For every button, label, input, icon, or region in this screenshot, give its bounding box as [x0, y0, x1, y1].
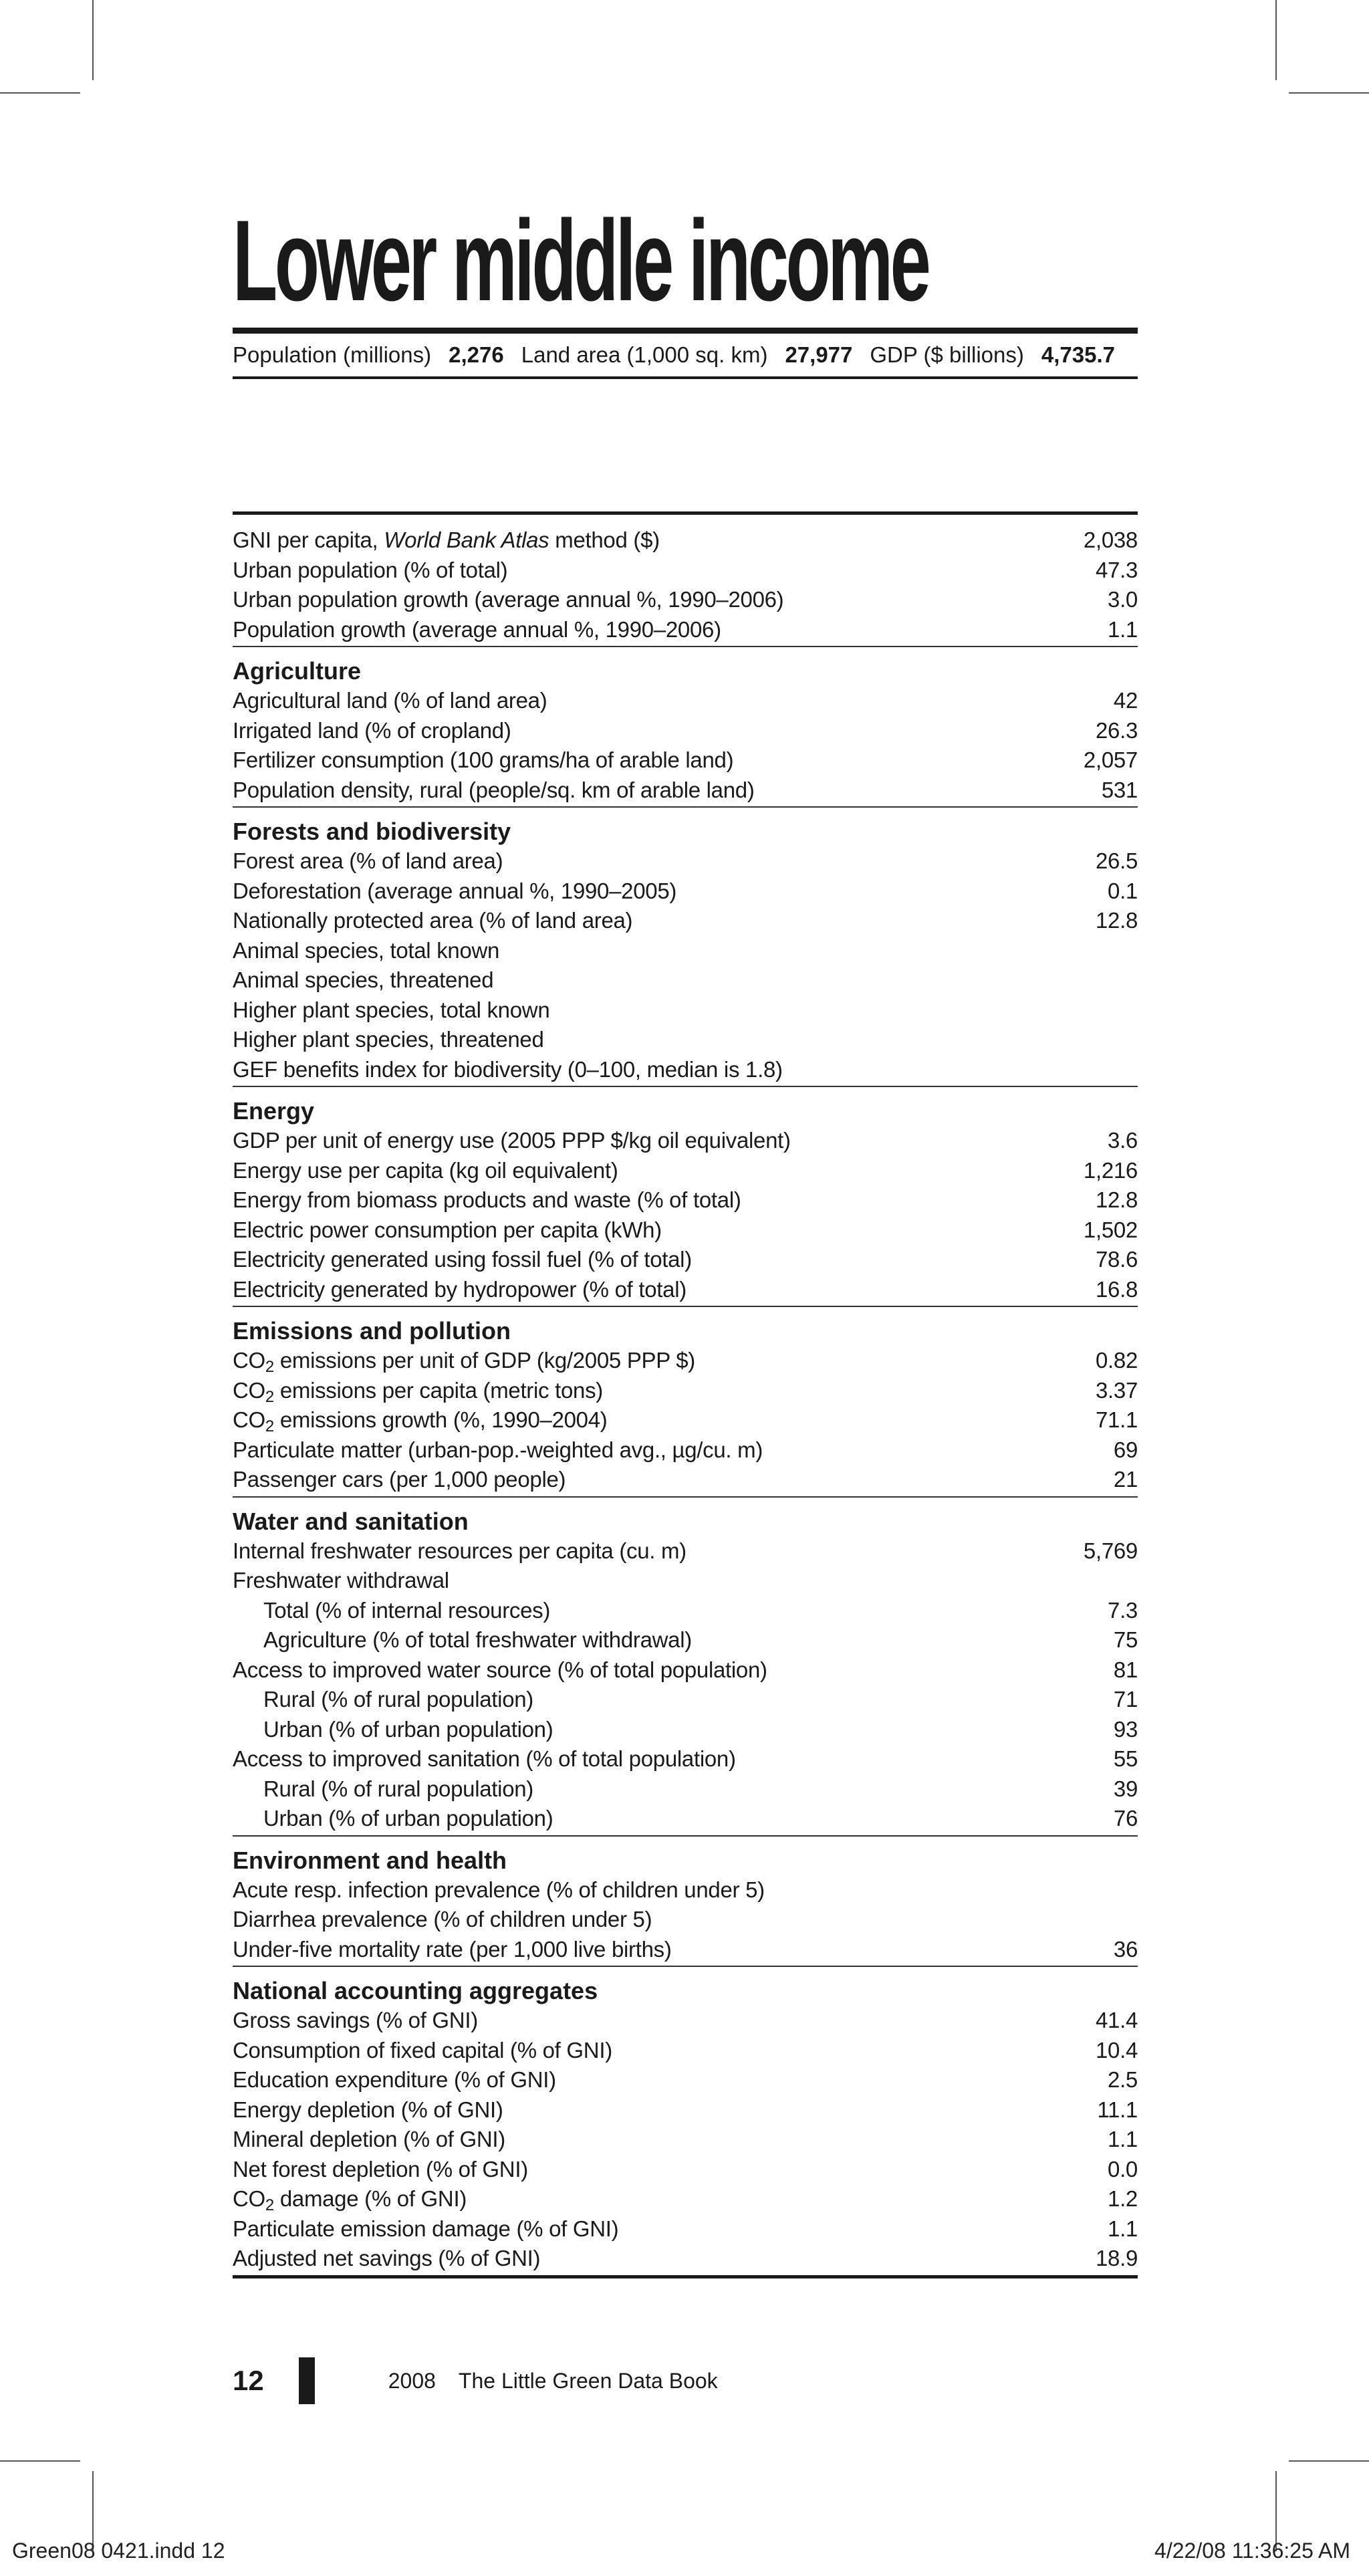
table-row — [233, 965, 1138, 996]
row-value: 55 — [1113, 1746, 1138, 1771]
section-accounting — [233, 1967, 1138, 2278]
row-label: Mineral depletion (% of GNI) — [233, 2127, 505, 2151]
table-row — [233, 2244, 1138, 2274]
table-row — [233, 1025, 1138, 1055]
section-title: Forests and biodiversity — [233, 818, 511, 845]
row-label: Rural (% of rural population) — [263, 1776, 533, 1801]
table-row — [233, 2095, 1138, 2125]
row-label: GEF benefits index for biodiversity (0–100, median is 1.8) — [233, 1056, 783, 1082]
table-row — [233, 615, 1138, 645]
row-label: Diarrhea prevalence (% of children under 5) — [233, 1907, 652, 1931]
row-value: 71 — [1113, 1687, 1138, 1712]
table-row — [233, 2006, 1138, 2036]
table-row — [233, 1215, 1138, 1246]
row-label: Population density, rural (people/sq. km of arable land) — [233, 777, 755, 802]
table-row — [233, 1156, 1138, 1186]
section-title: Environment and health — [233, 1846, 507, 1874]
row-label: Particulate emission damage (% of GNI) — [233, 2216, 619, 2241]
row-label: Under-five mortality rate (per 1,000 live births) — [233, 1936, 672, 1962]
section-title: National accounting aggregates — [233, 1977, 598, 2004]
row-label: Access to improved sanitation (% of total population) — [233, 1746, 736, 1771]
row-label: Rural (% of rural population) — [263, 1687, 533, 1712]
row-value: 1.1 — [1108, 2216, 1138, 2241]
page-footer — [233, 2357, 718, 2404]
row-value: 1,216 — [1083, 1157, 1138, 1183]
row-label: Urban (% of urban population) — [263, 1806, 553, 1831]
table-row — [233, 2214, 1138, 2244]
table-row — [233, 1774, 1138, 1804]
table-row — [233, 1435, 1138, 1466]
table-row — [233, 525, 1138, 556]
row-value: 1.1 — [1108, 2127, 1138, 2151]
row-value: 3.0 — [1108, 587, 1138, 612]
row-label: Deforestation (average annual %, 1990–2005) — [233, 878, 677, 903]
row-value: 12.8 — [1095, 1187, 1138, 1212]
page-number: 12 — [233, 2365, 264, 2396]
row-value: 1.1 — [1108, 616, 1138, 642]
footer-book-title: The Little Green Data Book — [458, 2368, 718, 2393]
crop-mark — [1289, 2460, 1369, 2462]
section-health — [233, 1837, 1138, 1968]
table-row — [233, 1536, 1138, 1566]
row-value: 16.8 — [1095, 1276, 1138, 1302]
table-row — [233, 2155, 1138, 2185]
row-value: 42 — [1113, 688, 1138, 713]
row-value: 12.8 — [1095, 908, 1138, 933]
table-row — [233, 1935, 1138, 1965]
gdp-value: 4,735.7 — [1041, 342, 1115, 367]
row-label: $CO_2$ emissions per capita (metric tons) — [233, 1377, 603, 1406]
row-value: 81 — [1113, 1657, 1138, 1682]
section-water — [233, 1498, 1138, 1837]
table-row — [233, 1804, 1138, 1834]
row-value: 2.5 — [1108, 2067, 1138, 2092]
table-row — [233, 776, 1138, 806]
row-label: Electricity generated by hydropower (% of total) — [233, 1276, 687, 1302]
row-value: 3.37 — [1095, 1377, 1138, 1403]
row-label: Forest area (% of land area) — [233, 848, 503, 873]
table-row — [233, 906, 1138, 936]
row-label: Freshwater withdrawal — [233, 1568, 449, 1593]
row-value: 75 — [1113, 1627, 1138, 1652]
table-row — [233, 1465, 1138, 1495]
row-value: 0.0 — [1108, 2156, 1138, 2182]
row-label: Population growth (average annual %, 1990–2006) — [233, 616, 721, 642]
row-label: $CO_2$ emissions per unit of GDP (kg/2005 PPP $) — [233, 1348, 695, 1376]
row-value: 1,502 — [1083, 1217, 1138, 1242]
table-row — [233, 2036, 1138, 2066]
title-rule — [233, 328, 1138, 334]
row-label: Urban (% of urban population) — [263, 1716, 553, 1742]
table-row — [233, 1905, 1138, 1935]
row-label: Animal species, threatened — [233, 967, 494, 992]
row-label: Net forest depletion (% of GNI) — [233, 2156, 528, 2182]
gdp-label: GDP ($ billions) — [870, 342, 1024, 367]
section-title: Emissions and pollution — [233, 1317, 511, 1344]
table-row — [233, 1625, 1138, 1655]
population-value: 2,276 — [449, 342, 504, 367]
row-label: Irrigated land (% of cropland) — [233, 717, 511, 743]
table-row — [233, 936, 1138, 966]
crop-mark — [0, 92, 80, 94]
table-row — [233, 745, 1138, 776]
crop-mark — [1275, 0, 1277, 80]
row-value: 18.9 — [1095, 2246, 1138, 2270]
section-forests — [233, 808, 1138, 1087]
table-row — [233, 1185, 1138, 1215]
row-label: $CO_2$ damage (% of GNI) — [233, 2186, 467, 2214]
table-row — [233, 876, 1138, 907]
row-label: Higher plant species, threatened — [233, 1027, 544, 1052]
row-label: Energy from biomass products and waste (% of total) — [233, 1187, 741, 1212]
row-label: Adjusted net savings (% of GNI) — [233, 2246, 541, 2270]
row-value: 0.1 — [1108, 878, 1138, 903]
table-row — [233, 1126, 1138, 1156]
slug-datetime: 4/22/08 11:36:25 AM — [1154, 2539, 1350, 2563]
row-label: GDP per unit of energy use (2005 PPP $/kg oil equivalent) — [233, 1128, 791, 1153]
row-label: Nationally protected area (% of land area) — [233, 908, 633, 933]
row-value: 1.2 — [1108, 2186, 1138, 2211]
table-row — [233, 2065, 1138, 2095]
section-title: Agriculture — [233, 657, 362, 685]
table-row — [233, 1715, 1138, 1745]
crop-mark — [92, 0, 94, 80]
row-value: 0.82 — [1095, 1348, 1138, 1373]
row-label: Urban population growth (average annual %, 1990–2006) — [233, 587, 784, 612]
table-row — [233, 2184, 1138, 2214]
section-title: Water and sanitation — [233, 1507, 469, 1535]
row-value: 7.3 — [1108, 1597, 1138, 1623]
row-value: 69 — [1113, 1437, 1138, 1462]
table-row — [233, 846, 1138, 876]
row-value: 47.3 — [1095, 557, 1138, 582]
table-row — [233, 1376, 1138, 1406]
row-value: 21 — [1113, 1467, 1138, 1492]
row-value: 26.5 — [1095, 848, 1138, 873]
table-row — [233, 1055, 1138, 1085]
row-value: 78.6 — [1095, 1247, 1138, 1272]
row-value: 2,038 — [1083, 528, 1138, 552]
row-label: $CO_2$ emissions growth (%, 1990–2004) — [233, 1407, 608, 1435]
crop-mark — [0, 2460, 80, 2462]
table-row — [233, 1685, 1138, 1715]
table-row — [233, 1566, 1138, 1596]
table-row — [233, 556, 1138, 586]
section-title: Energy — [233, 1097, 315, 1125]
row-label: Agriculture (% of total freshwater withdrawal) — [263, 1627, 692, 1652]
table-row — [233, 1346, 1138, 1376]
row-label: Electric power consumption per capita (kWh) — [233, 1217, 662, 1242]
row-label: Gross savings (% of GNI) — [233, 2008, 478, 2032]
row-label: Total (% of internal resources) — [263, 1597, 551, 1623]
table-row — [233, 996, 1138, 1026]
summary-rule — [233, 376, 1138, 379]
table-row — [233, 1245, 1138, 1275]
page-content — [233, 194, 1138, 2278]
table-row — [233, 1596, 1138, 1626]
row-value: 10.4 — [1095, 2037, 1138, 2063]
table-row — [233, 1744, 1138, 1774]
footer-bar — [299, 2357, 315, 2404]
row-value: 36 — [1113, 1936, 1138, 1962]
row-value: 2,057 — [1083, 747, 1138, 772]
table-row — [233, 1655, 1138, 1685]
summary-bar — [233, 334, 1138, 376]
row-label: Acute resp. infection prevalence (% of children under 5) — [233, 1877, 765, 1902]
table-row — [233, 1875, 1138, 1905]
row-value: 41.4 — [1095, 2008, 1138, 2032]
page-title: Lower middle income — [233, 197, 928, 325]
population-label: Population (millions) — [233, 342, 432, 367]
table-row — [233, 686, 1138, 716]
row-label: Animal species, total known — [233, 937, 500, 963]
row-label: Urban population (% of total) — [233, 557, 508, 582]
footer-year: 2008 — [388, 2368, 436, 2393]
row-label: Energy depletion (% of GNI) — [233, 2097, 503, 2122]
crop-mark — [1289, 92, 1369, 94]
row-value: 5,769 — [1083, 1538, 1138, 1563]
row-value: 531 — [1101, 777, 1138, 802]
table-row — [233, 1405, 1138, 1435]
row-value: 3.6 — [1108, 1128, 1138, 1153]
row-value: 26.3 — [1095, 717, 1138, 743]
land-area-label: Land area (1,000 sq. km) — [521, 342, 768, 367]
land-area-value: 27,977 — [785, 342, 853, 367]
row-value: 71.1 — [1095, 1407, 1138, 1432]
row-label: Higher plant species, total known — [233, 997, 550, 1022]
slug-file: Green08 0421.indd 12 — [12, 2539, 225, 2563]
table-row — [233, 1275, 1138, 1305]
section-energy — [233, 1087, 1138, 1307]
row-value: 39 — [1113, 1776, 1138, 1801]
section-agriculture — [233, 647, 1138, 808]
row-label: Education expenditure (% of GNI) — [233, 2067, 556, 2092]
row-label: Agricultural land (% of land area) — [233, 688, 547, 713]
row-value: 93 — [1113, 1716, 1138, 1742]
row-label: GNI per capita, World Bank Atlas method ($) — [233, 528, 660, 552]
row-label: Access to improved water source (% of total population) — [233, 1657, 767, 1682]
table-row — [233, 716, 1138, 746]
row-value: 11.1 — [1097, 2097, 1138, 2122]
section-general — [233, 515, 1138, 647]
row-label: Energy use per capita (kg oil equivalent) — [233, 1157, 618, 1183]
row-label: Consumption of fixed capital (% of GNI) — [233, 2037, 612, 2063]
row-label: Particulate matter (urban-pop.-weighted avg., µg/cu. m) — [233, 1437, 763, 1462]
row-label: Fertilizer consumption (100 grams/ha of arable land) — [233, 747, 734, 772]
section-emissions — [233, 1307, 1138, 1498]
row-label: Electricity generated using fossil fuel (% of total) — [233, 1247, 692, 1272]
row-value: 76 — [1113, 1806, 1138, 1831]
table-row — [233, 2125, 1138, 2155]
row-label: Internal freshwater resources per capita (cu. m) — [233, 1538, 687, 1563]
table-row — [233, 585, 1138, 615]
row-label: Passenger cars (per 1,000 people) — [233, 1467, 566, 1492]
